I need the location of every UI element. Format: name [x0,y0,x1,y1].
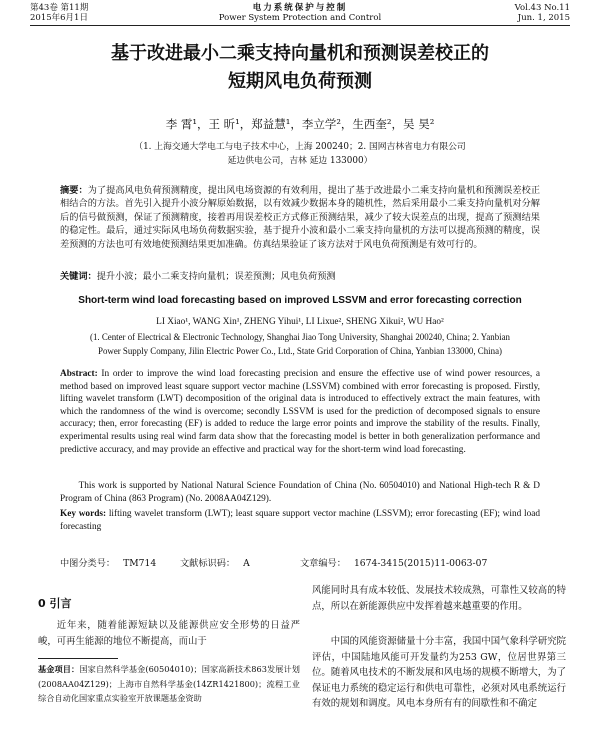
keywords-en-label: Key words: [60,509,107,519]
authors-en: LI Xiao¹, WANG Xin¹, ZHENG Yihui¹, LI Lixue², SHENG Xikui², WU Hao² [156,317,444,327]
clc-value: TM714 [123,558,157,569]
date-en: Jun. 1, 2015 [517,13,570,23]
article-id [300,557,487,570]
doc-code [180,557,250,570]
keywords-en [60,508,540,533]
clc-number [60,557,156,570]
intro-paragraph-right-2: 中国的风能资源储量十分丰富，我国中国气象科学研究院评估，中国陆地风能可开发量约为253 GW，位居世界第三位。随着风电技术的不断发展和风电场的规模不断增大，为了保证电力系统的稳定运行和供电可靠性，必须对风电系统运行有效的规划和调度。风电本身所有有的间歇性和不确定 [312,636,566,710]
authors-cn: 李 霄¹，王 昕¹，郑益慧¹，李立学²，生西奎²，吴 昊² [165,117,435,131]
keywords-cn-text: 提升小波；最小二乘支持向量机；误差预测；风电负荷预测 [96,271,336,282]
funding-text: 国家自然科学基金(60504010)；国家高新技术863发展计划(2008AA04Z129)；上海市自然科学基金(14ZR1421800)；流程工业综合自动化国家重点实验室开放课题基金资助 [38,664,300,703]
doc-code-value: A [243,558,250,569]
keywords-cn-label: 关键词： [60,271,97,282]
affiliation-cn-line2: 延边供电公司，吉林 延边 133000） [227,156,373,166]
footnote-rule [38,658,118,659]
funding-label: 基金项目： [38,664,80,674]
title-cn-line2: 短期风电负荷预测 [228,71,372,92]
affiliation-cn-line1: （1. 上海交通大学电工与电子技术中心，上海 200240；2. 国网吉林省电力有限公司 [134,142,466,152]
journal-name-en: Power System Protection and Control [218,13,382,23]
volume-en: Vol.43 No.11 [514,3,570,13]
intro-paragraph-left: 近年来，随着能源短缺以及能源供应安全形势的日益严峻，可再生能源的地位不断提高，而山于 [38,620,300,647]
article-id-value: 1674-3415(2015)11-0063-07 [353,558,488,569]
journal-name-cn: 电力系统保护与控制 [252,3,348,13]
article-id-label: 文章编号： [300,558,346,569]
abstract-en [60,368,540,456]
abstract-cn [60,184,540,251]
volume-cn: 第43卷 第11期 [30,3,89,13]
intro-paragraph-right-1: 风能同时具有成本较低、发展技术较成熟，可靠性又较高的特点，所以在新能源供应中发挥着越来越重要的作用。 [312,585,566,612]
title-en: Short-term wind load forecasting based on improved LSSVM and error forecasting correction [78,295,522,306]
affiliation-en-line1: (1. Center of Electrical & Electronic Technology, Shanghai Jiao Tong University, Shanghai 200240, China; 2. Yanbian [90,332,510,342]
support-en: This work is supported by National Natural Science Foundation of China (No. 60504010) and National High-tech R & D Program of China (863 Program) (No. 2008AA04Z129). [60,481,540,504]
section-heading-intro: 0 引言 [38,597,72,610]
keywords-en-text: lifting wavelet transform (LWT); least square support vector machine (LSSVM); error forecasting (EF); wind load forecasting [60,509,540,532]
clc-label: 中图分类号： [60,558,116,569]
title-cn-line1: 基于改进最小二乘支持向量机和预测误差校正的 [111,43,489,64]
keywords-cn [60,270,540,283]
date-cn: 2015年6月1日 [30,13,88,23]
abstract-cn-label: 摘要： [60,185,88,196]
header-rule [30,25,570,26]
funding-footnote [38,662,300,706]
affiliation-en-line2: Power Supply Company, Jilin Electric Power Co., Ltd., State Grid Corporation of China, Yanbian 133000, China) [98,346,502,356]
abstract-cn-text: 为了提高风电负荷预测精度，提出风电场资源的有效利用，提出了基于改进最小二乘支持向量机和预测误差校正相结合的方法。首先引入提升小波分解原始数据，以有效减少数据本身的随机性，然后采用最小二乘支持向量机对分解后的信号做预测，保证了预测精度，接着再用误差校正方式修正预测结果，减少了较大误差点的出现，提高了预测结果的稳定性。最后，通过实际风电场负荷数据实验，基于提升小波和最小二乘支持向量机的方法可以提高预测的精度，误差预测的方法也可有效地使预测结果更加准确。仿真结果验证了该方法对于风电负荷预测是有效可行的。 [60,185,541,250]
abstract-en-label: Abstract: [60,369,98,379]
abstract-en-text: In order to improve the wind load forecasting precision and ensure the effective use of wind power resources, a method based on improved least square support vector machine (LSSVM) combined with error forecasting is proposed. Firstly, lifting wavelet transform (LWT) decomposition of the original data is introduced to effectively extract the main features, with which the randomness of the wind is overcome; secondly LSSVM is used for the prediction of decomposed signals to ensure accuracy; then, error forecasting (EF) is added to reduce the large error points and improve the stability of the results. Finally, experimental results using real wind farm data show that the forecasting model is better in both generalization performance and predictive accuracy, and may provide an effective and practical way for the short-term wind load forecasting. [60,369,541,455]
doc-code-label: 文献标识码： [180,558,236,569]
